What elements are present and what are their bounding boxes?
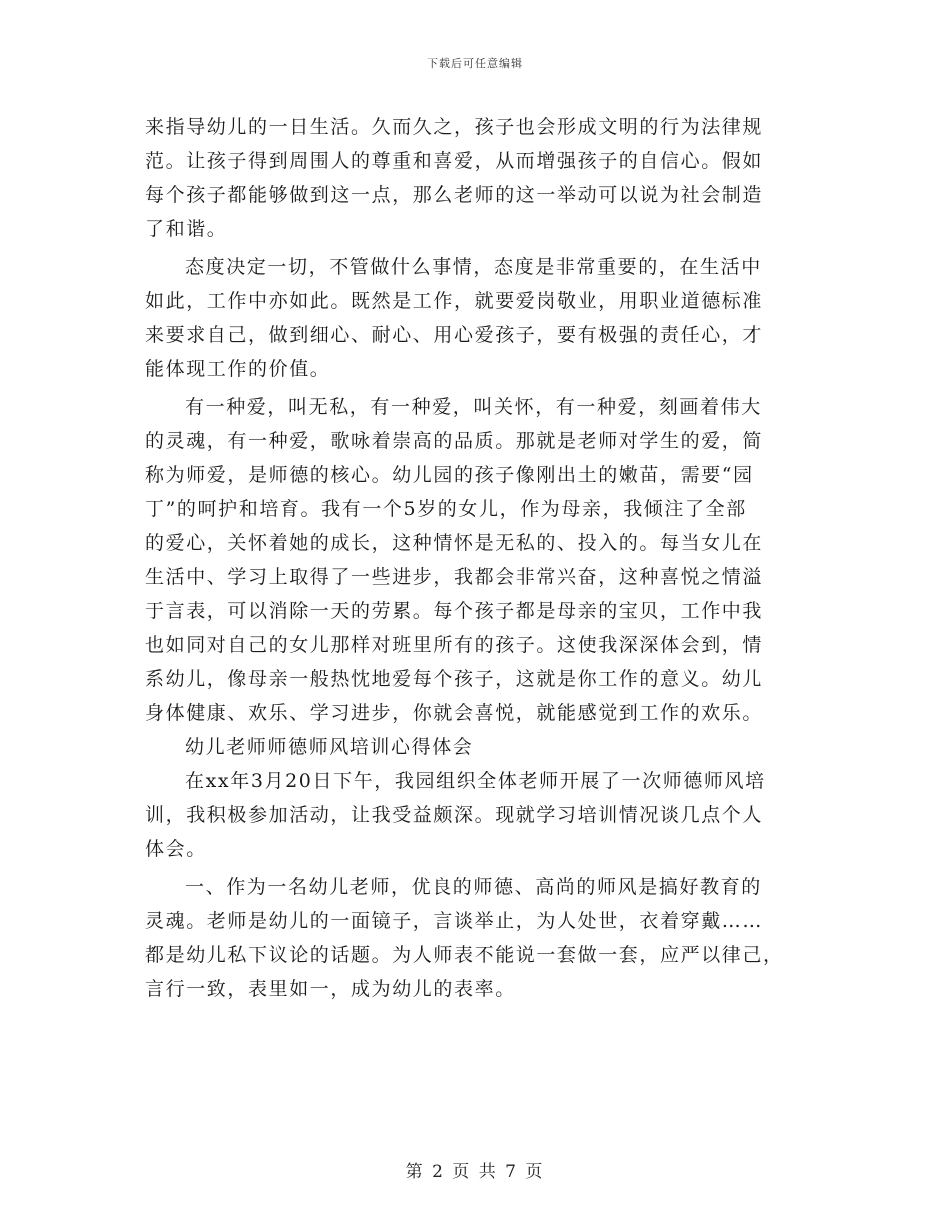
text-line: 体会。: [145, 838, 207, 860]
text-line: 态度决定一切，不管做什么事情，态度是非常重要的，在生活中: [185, 256, 762, 278]
paragraph: [145, 110, 810, 246]
text-line: 生活中、学习上取得了一些进步，我都会非常兴奋，这种喜悦之情溢: [145, 566, 764, 588]
text-line: 幼儿老师师德师风培训心得体会: [185, 736, 474, 758]
text-line: 如此，工作中亦如此。既然是工作，就要爱岗敬业，用职业道德标准: [145, 290, 764, 312]
document-body: [145, 110, 810, 1006]
page-footer: 第 2 页 共 7 页: [405, 1162, 545, 1182]
paragraph: [145, 764, 810, 866]
paragraph: [145, 250, 810, 386]
text-line: 每个孩子都能够做到这一点，那么老师的这一举动可以说为社会制造: [145, 184, 764, 206]
text-line: 范。让孩子得到周围人的尊重和喜爱，从而增强孩子的自信心。假如: [145, 150, 764, 172]
text-line: 身体健康、欢乐、学习进步，你就会喜悦，就能感觉到工作的欢乐。: [145, 702, 764, 724]
paragraph: [145, 390, 810, 730]
text-line: 言行一致，表里如一，成为幼儿的表率。: [145, 978, 516, 1000]
text-line: 在xx年3月20日下午，我园组织全体老师开展了一次师德师风培: [185, 770, 766, 792]
text-line: 的爱心，关怀着她的成长，这种情怀是无私的、投入的。每当女儿在: [145, 532, 764, 554]
text-line: 来指导幼儿的一日生活。久而久之，孩子也会形成文明的行为法律规: [145, 116, 764, 138]
text-line: 一、作为一名幼儿老师，优良的师德、高尚的师风是搞好教育的: [185, 876, 762, 898]
paragraph: [145, 870, 810, 1006]
page-header: 下载后可任意编辑: [427, 57, 523, 70]
paragraph: [145, 730, 810, 764]
text-line: 也如同对自己的女儿那样对班里所有的孩子。这使我深深体会到，情: [145, 634, 764, 656]
text-line: 能体现工作的价值。: [145, 358, 331, 380]
text-line: 有一种爱，叫无私，有一种爱，叫关怀，有一种爱，刻画着伟大: [185, 396, 762, 418]
text-line: 的灵魂，有一种爱，歌咏着崇高的品质。那就是老师对学生的爱，简: [145, 430, 764, 452]
text-line: 丁”的呵护和培育。我有一个5岁的女儿，作为母亲，我倾注了全部: [145, 498, 747, 520]
text-line: 都是幼儿私下议论的话题。为人师表不能说一套做一套，应严以律己，: [145, 944, 784, 966]
text-line: 了和谐。: [145, 218, 228, 240]
text-line: 于言表，可以消除一天的劳累。每个孩子都是母亲的宝贝，工作中我: [145, 600, 764, 622]
text-line: 训，我积极参加活动，让我受益颇深。现就学习培训情况谈几点个人: [145, 804, 764, 826]
text-line: 称为师爱，是师德的核心。幼儿园的孩子像刚出土的嫩苗，需要“园: [145, 464, 754, 486]
text-line: 系幼儿，像母亲一般热忱地爱每个孩子，这就是你工作的意义。幼儿: [145, 668, 764, 690]
text-line: 灵魂。老师是幼儿的一面镜子，言谈举止，为人处世，衣着穿戴……: [145, 910, 764, 932]
text-line: 来要求自己，做到细心、耐心、用心爱孩子，要有极强的责任心，才: [145, 324, 764, 346]
